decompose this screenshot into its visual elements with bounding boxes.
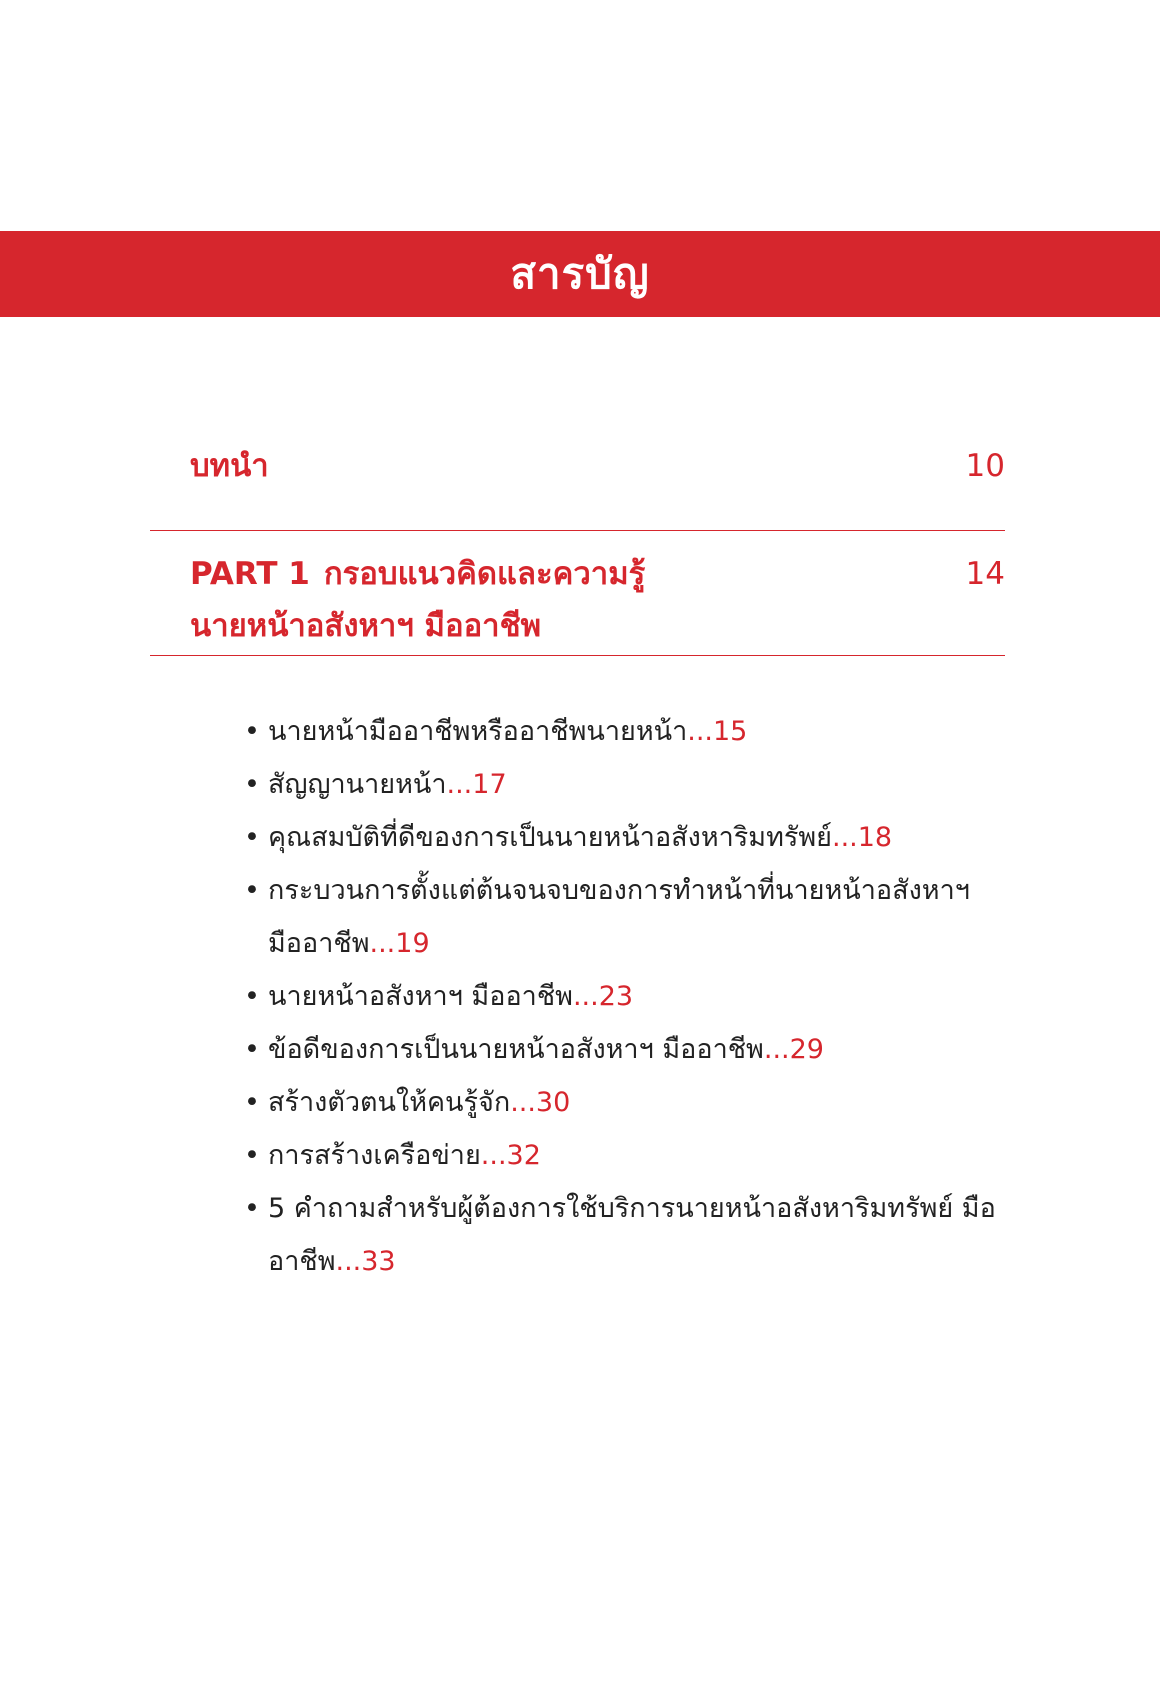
list-item (244, 1182, 1004, 1288)
list-item (244, 1076, 1004, 1129)
list-item-page: ...18 (832, 822, 893, 853)
toc-intro-page: 10 (965, 448, 1005, 484)
bullet-icon: • (244, 1087, 260, 1118)
toc-entry-part1 (190, 548, 1005, 652)
bullet-icon: • (244, 1140, 260, 1171)
list-item-text: ข้อดีของการเป็นนายหน้าอสังหาฯ มืออาชีพ (268, 1034, 764, 1065)
list-item-page: ...23 (572, 981, 634, 1012)
toc-entry-intro (190, 440, 1005, 492)
list-item (244, 1023, 1004, 1076)
list-item-page: ...30 (510, 1087, 571, 1118)
page-title: สารบัญ (510, 249, 650, 298)
bullet-icon: • (244, 1193, 260, 1224)
bullet-icon: • (244, 875, 260, 906)
toc-header-banner (0, 231, 1160, 317)
list-item-page: ...15 (687, 716, 748, 747)
list-item (244, 705, 1004, 758)
list-item-page: ...32 (480, 1140, 541, 1171)
toc-part1-heading (190, 548, 645, 652)
divider-top (150, 530, 1005, 531)
list-item-page: ...19 (369, 928, 430, 959)
list-item-text: นายหน้ามืออาชีพหรืออาชีพนายหน้า (268, 716, 688, 747)
toc-part1-title-line2: นายหน้าอสังหาฯ มืออาชีพ (190, 608, 542, 644)
list-item-text: คุณสมบัติที่ดีของการเป็นนายหน้าอสังหาริมทรัพย์ (268, 822, 832, 853)
toc-subsection-list (244, 705, 1004, 1288)
list-item-text: 5 คำถามสำหรับผู้ต้องการใช้บริการนายหน้าอสังหาริมทรัพย์ มืออาชีพ (268, 1193, 996, 1277)
list-item (244, 811, 1004, 864)
list-item-text: การสร้างเครือข่าย (268, 1140, 481, 1171)
bullet-icon: • (244, 1034, 260, 1065)
toc-part1-label: PART 1 (190, 556, 310, 592)
bullet-icon: • (244, 769, 260, 800)
list-item-text: สัญญานายหน้า (268, 769, 447, 800)
bullet-icon: • (244, 716, 260, 747)
list-item-text: สร้างตัวตนให้คนรู้จัก (268, 1087, 511, 1118)
list-item-page: ...17 (446, 769, 507, 800)
toc-part1-title-line1: กรอบแนวคิดและความรู้ (323, 556, 646, 592)
list-item (244, 1129, 1004, 1182)
bullet-icon: • (244, 822, 260, 853)
list-item (244, 970, 1004, 1023)
list-item-text: นายหน้าอสังหาฯ มืออาชีพ (268, 981, 573, 1012)
bullet-icon: • (244, 981, 260, 1012)
list-item (244, 758, 1004, 811)
toc-intro-title: บทนำ (190, 448, 269, 484)
list-item (244, 864, 1004, 970)
list-item-text: กระบวนการตั้งแต่ต้นจนจบของการทำหน้าที่นายหน้าอสังหาฯ มืออาชีพ (268, 875, 970, 959)
list-item-page: ...29 (763, 1034, 824, 1065)
toc-part1-line1 (190, 548, 645, 600)
divider-bottom (150, 655, 1005, 656)
toc-part1-page: 14 (965, 556, 1005, 592)
list-item-page: ...33 (335, 1246, 396, 1277)
